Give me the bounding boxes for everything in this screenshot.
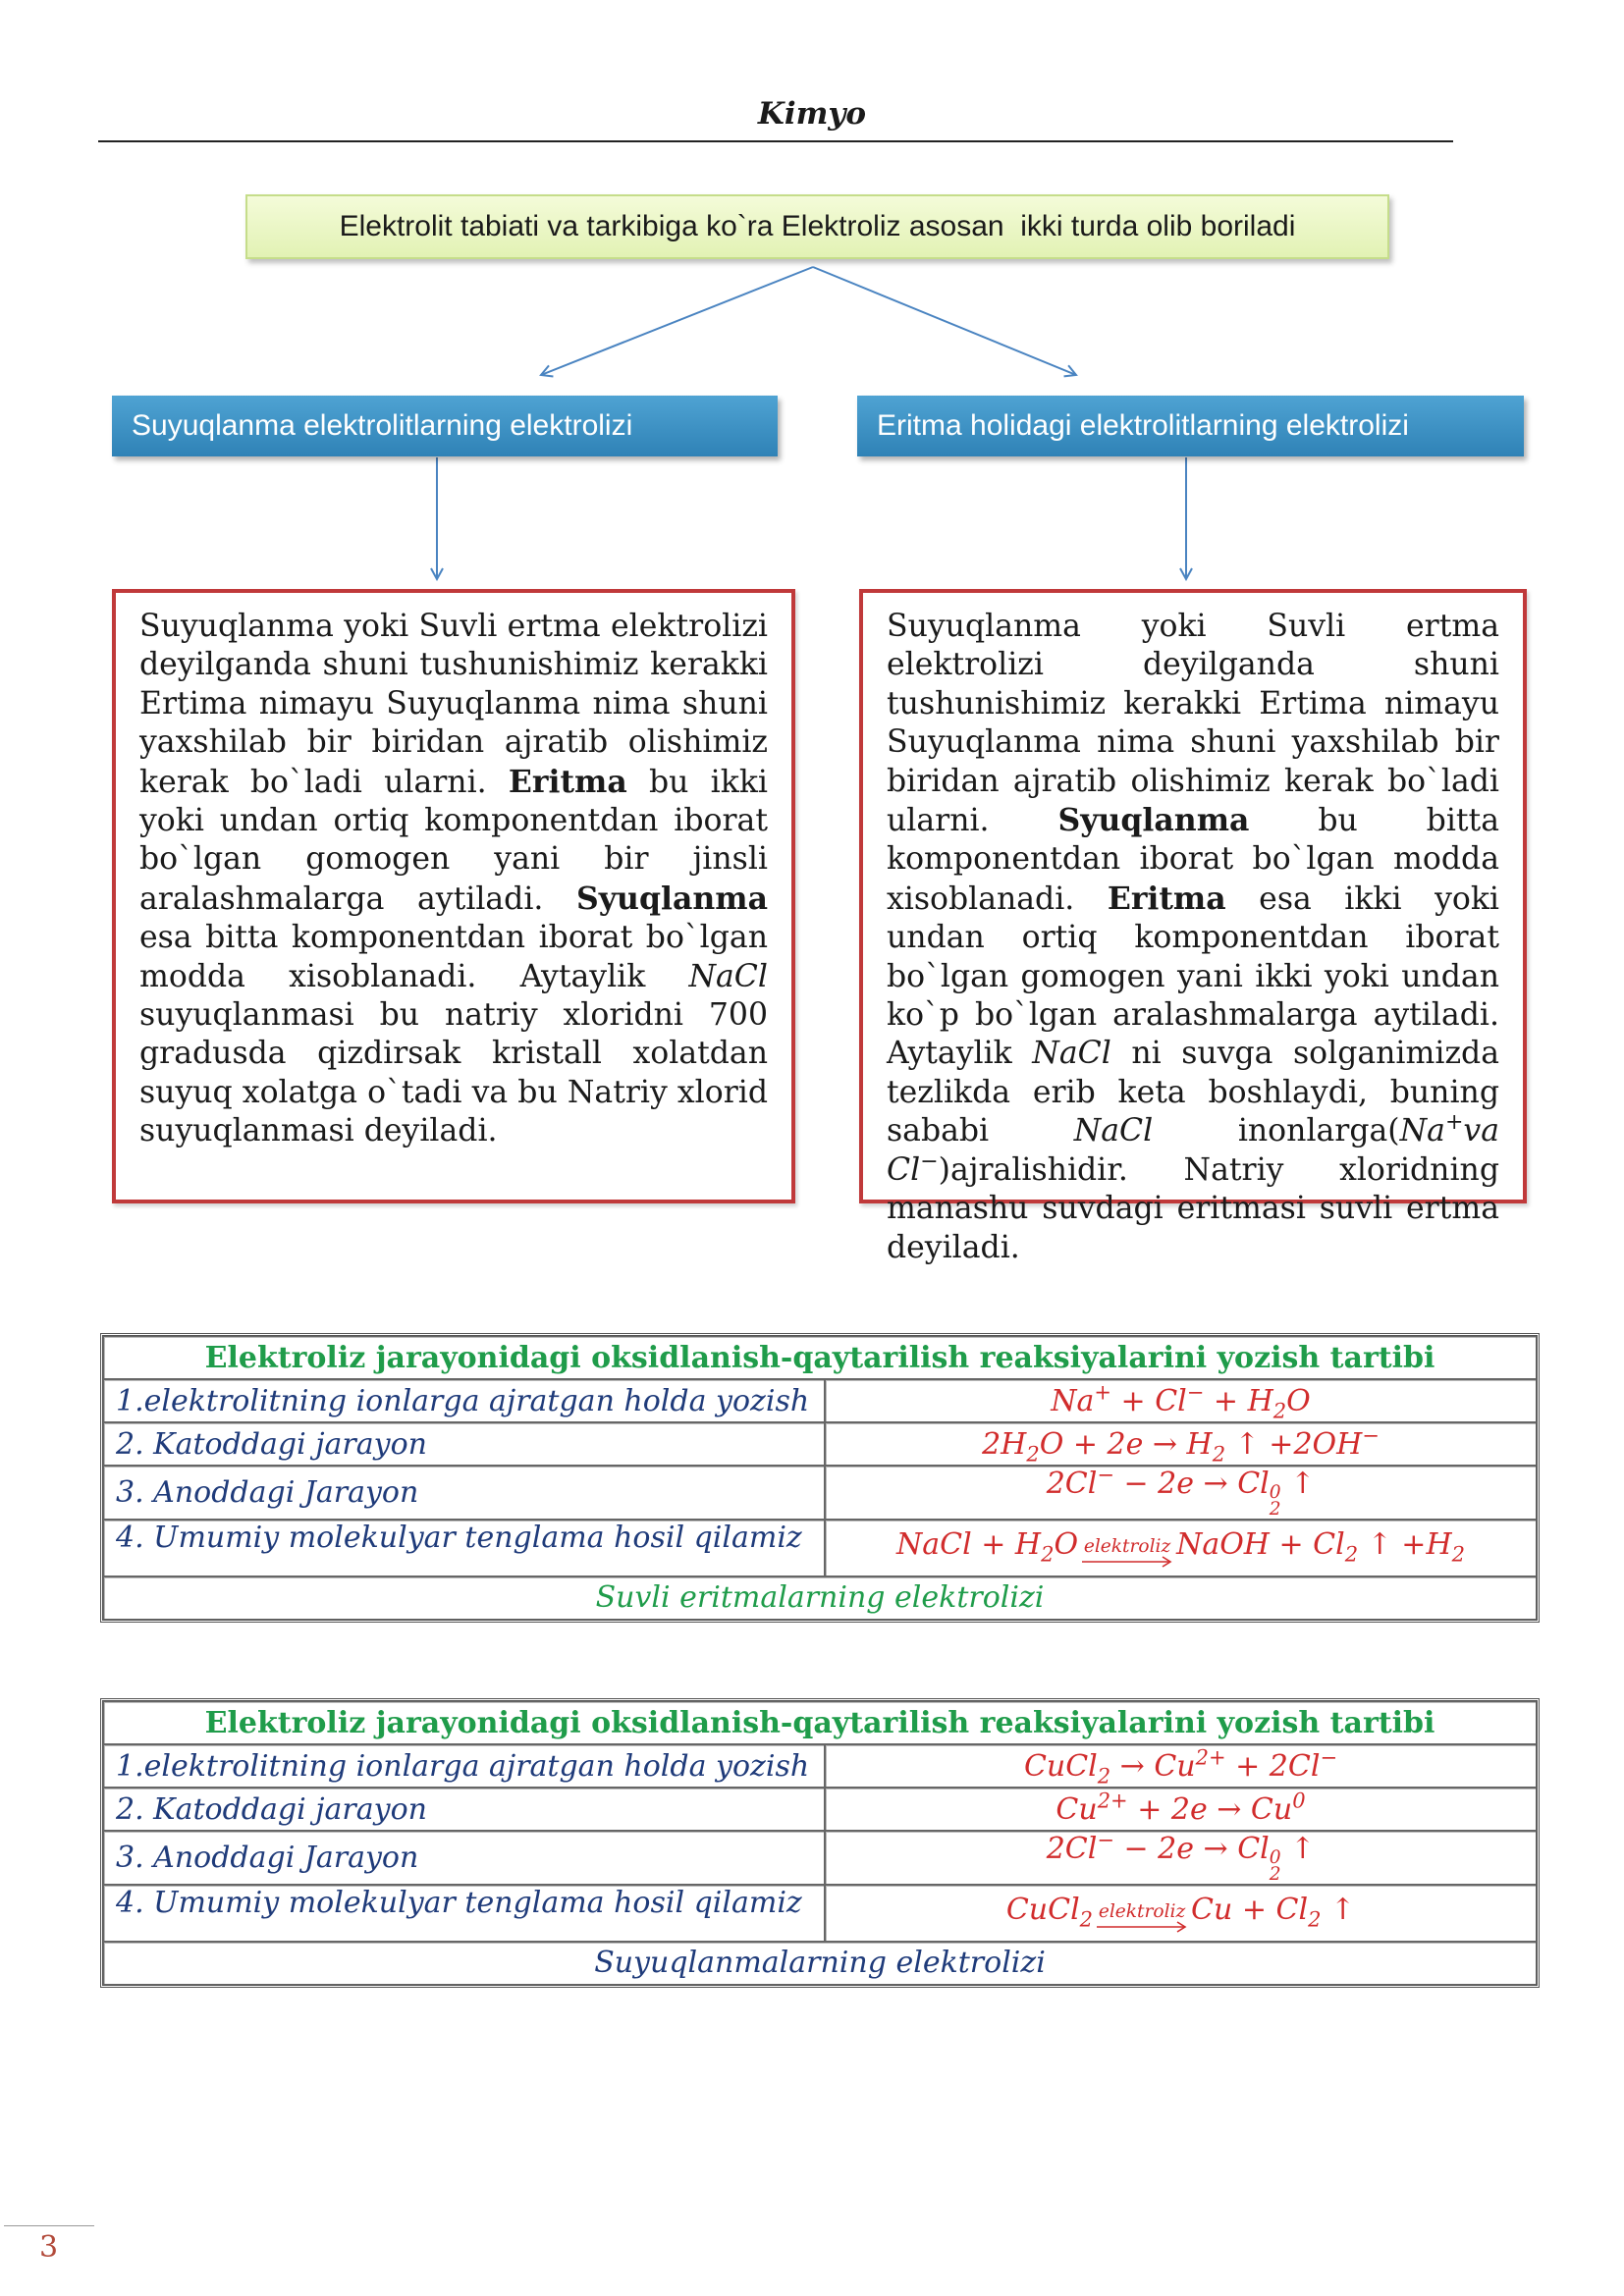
equation-text: NaOH + Cl (1176, 1526, 1345, 1562)
text-run: Suyuqlanma yoki Suvli ertma elektrolizi deyilganda shuni tushunishimiz kerakki Ertima nimayu Suyuqlanma nima shuni yaxshilab bir biridan ajratib olishimiz kerak bo`ladi ularni. (887, 609, 1499, 839)
step-label: 3. Anoddagi Jarayon (103, 1831, 825, 1885)
step-label: 4. Umumiy molekulyar tenglama hosil qilamiz (103, 1885, 825, 1942)
table-footer-row (103, 1576, 1537, 1620)
page-number: 3 (39, 2230, 59, 2265)
table-row (103, 1520, 1537, 1576)
reaction-condition: elektroliz (1098, 1901, 1186, 1923)
left-explanation-box (112, 589, 795, 1203)
reaction-table-solution (100, 1333, 1540, 1623)
equation-text: ↑ (1280, 1832, 1316, 1866)
table-caption: Suyuqlanmalarning elektrolizi (103, 1942, 1537, 1985)
bold-term: Syuqlanma (576, 880, 768, 917)
reaction-table-melt (100, 1698, 1540, 1988)
equation-text: ↑ (1321, 1892, 1356, 1927)
right-branch-label: Eritma holidagi elektrolitlarning elektrolizi (877, 409, 1409, 442)
table-title-row (103, 1701, 1537, 1744)
equation-text: + H (1204, 1383, 1273, 1418)
long-arrow-icon (1097, 1920, 1187, 1934)
math-formula: NaCl (1032, 1036, 1111, 1072)
text-run: esa bitta komponentdan iborat bo`lgan modda xisoblanadi. Aytaylik (139, 920, 768, 994)
footer-rule (4, 2225, 94, 2226)
sub-superscript (1269, 1846, 1281, 1886)
reaction-arrow (1082, 1538, 1172, 1569)
table-row (103, 1885, 1537, 1942)
ion-charge: + (1444, 1110, 1464, 1136)
equation-text: 2H (982, 1426, 1027, 1462)
math-formula: NaCl (1073, 1113, 1154, 1149)
sub-superscript (1269, 1481, 1281, 1521)
equation-text: 2Cl (1046, 1467, 1098, 1501)
reaction-arrow (1097, 1903, 1187, 1934)
superscript: + (1094, 1379, 1111, 1404)
running-header-title: Kimyo (757, 96, 867, 132)
text-run: inonlarga( (1153, 1113, 1400, 1149)
text-run: bu ikki yoki undan ortiq komponentdan iborat bo`lgan gomogen yani bir jinsli aralashmalarga aytiladi. (139, 764, 768, 917)
equation-text: Cu (1056, 1791, 1098, 1827)
diagram-arrows (0, 0, 1624, 628)
arrow-to-right-branch (813, 267, 1076, 375)
right-explanation-text (887, 608, 1499, 1267)
text-run: ni suvga solganimizda tezlikda erib keta boshlaydi, buning sababi (887, 1036, 1499, 1149)
step-label: 1.elektrolitning ionlarga ajratgan holda yozish (103, 1744, 825, 1788)
table-row (103, 1379, 1537, 1422)
right-explanation-box (859, 589, 1527, 1265)
step-label: 1.elektrolitning ionlarga ajratgan holda yozish (103, 1379, 825, 1422)
text-run: esa ikki yoki undan ortiq komponentdan iborat bo`lgan gomogen yani ikki yoki undan ko`p bo`lgan aralashmalarga aytiladi. Aytaylik (887, 881, 1500, 1072)
step-label: 2. Katoddagi jarayon (103, 1788, 825, 1831)
equation-text: O + 2e → H (1039, 1426, 1213, 1462)
table-caption: Suvli eritmalarning elektrolizi (103, 1576, 1537, 1620)
diagram-root-label: Elektrolit tabiati va tarkibiga ko`ra Elektroliz asosan ikki turda olib boriladi (339, 210, 1296, 242)
step-label: 3. Anoddagi Jarayon (103, 1466, 825, 1520)
text-run: suyuqlanmasi bu natriy xloridni 700 gradusda qizdirsak kristall xolatdan suyuq xolatga o`tadi va bu Natriy xlorid suyuqlanmasi deyiladi. (139, 997, 768, 1149)
right-branch-box (857, 396, 1524, 456)
left-branch-box (112, 396, 778, 456)
reaction-condition: elektroliz (1083, 1536, 1171, 1558)
table-row (103, 1422, 1537, 1466)
equation-text: O (1054, 1526, 1079, 1562)
superscript: 2+ (1195, 1744, 1226, 1769)
math-formula: NaCl (688, 958, 768, 994)
equation-text: + 2Cl (1225, 1748, 1321, 1784)
bold-term: Eritma (508, 763, 627, 800)
equation-text: Na (1051, 1383, 1095, 1418)
subscript: 2 (1308, 1907, 1322, 1932)
left-branch-label: Suyuqlanma elektrolitlarning elektrolizi (132, 409, 633, 442)
equation-text: + 2e → Cu (1127, 1791, 1293, 1827)
subscript: 2 (1041, 1542, 1055, 1567)
equation-text: O (1286, 1383, 1311, 1418)
reaction-equation (825, 1463, 1537, 1521)
math-formula: Na (1399, 1113, 1445, 1149)
equation-text: ↑ +2OH (1225, 1426, 1363, 1462)
table-row (103, 1831, 1537, 1885)
subscript: 2 (1451, 1542, 1465, 1567)
bold-term: Syuqlanma (1057, 802, 1250, 839)
equation-text: ↑ +H (1358, 1526, 1452, 1562)
bold-term: Eritma (1107, 880, 1226, 917)
ion-charge: − (920, 1148, 939, 1174)
superscript: 0 (1292, 1788, 1306, 1812)
subscript: 2 (1097, 1763, 1111, 1788)
equation-text: + Cl (1111, 1383, 1187, 1418)
equation-text: Cu + Cl (1191, 1892, 1309, 1927)
subscript: 2 (1344, 1542, 1359, 1567)
equation-text: − 2e → Cl (1113, 1832, 1270, 1866)
reaction-equation (825, 1422, 1537, 1466)
step-label: 2. Katoddagi jarayon (103, 1422, 825, 1466)
subscript: 2 (1079, 1907, 1094, 1932)
superscript: − (1320, 1744, 1338, 1769)
superscript: − (1186, 1379, 1205, 1404)
equation-text: 2Cl (1046, 1832, 1098, 1866)
equation-text: CuCl (1023, 1748, 1098, 1784)
equation-text: NaCl + H (896, 1526, 1042, 1562)
reaction-equation (825, 1744, 1537, 1788)
arrow-to-left-branch (541, 267, 813, 375)
superscript: − (1097, 1828, 1114, 1852)
reaction-equation (825, 1828, 1537, 1886)
superscript: 2+ (1097, 1788, 1128, 1812)
table-title-row (103, 1336, 1537, 1379)
superscript: − (1362, 1422, 1380, 1447)
text-run: Suyuqlanma yoki Suvli ertma elektrolizi deyilganda shuni tushunishimiz kerakki Ertima nimayu Suyuqlanma nima shuni yaxshilab bir biridan ajratib olishimiz kerak bo`ladi ularni. (139, 609, 768, 800)
superscript: 0 (1269, 1846, 1281, 1868)
table-footer-row (103, 1942, 1537, 1985)
text-run: bu bitta komponentdan iborat bo`lgan modda xisoblanadi. (887, 803, 1499, 917)
subscript: 2 (1212, 1441, 1226, 1466)
left-explanation-text (139, 608, 768, 1151)
table-title: Elektroliz jarayonidagi oksidlanish-qaytarilish reaksiyalarini yozish tartibi (103, 1701, 1537, 1744)
subscript: 2 (1272, 1398, 1287, 1422)
equation-text: − 2e → Cl (1113, 1467, 1270, 1501)
math-formula: va Cl (887, 1113, 1499, 1188)
superscript: 0 (1269, 1481, 1281, 1503)
reaction-equation (825, 1885, 1537, 1942)
reaction-equation (825, 1788, 1537, 1831)
subscript: 2 (1269, 1864, 1281, 1886)
equation-text: CuCl (1005, 1892, 1080, 1927)
table-row (103, 1744, 1537, 1788)
equation-text: → Cu (1110, 1748, 1196, 1784)
text-run: )ajralishidir. Natriy xloridning manashu suvdagi eritmasi suvli ertma deyiladi. (887, 1151, 1499, 1265)
superscript: − (1097, 1463, 1114, 1487)
table-title: Elektroliz jarayonidagi oksidlanish-qaytarilish reaksiyalarini yozish tartibi (103, 1336, 1537, 1379)
subscript: 2 (1026, 1441, 1040, 1466)
reaction-equation (825, 1379, 1537, 1422)
step-label: 4. Umumiy molekulyar tenglama hosil qilamiz (103, 1520, 825, 1576)
equation-text: ↑ (1280, 1467, 1316, 1501)
table-row (103, 1466, 1537, 1520)
reaction-equation (825, 1520, 1537, 1576)
table-row (103, 1788, 1537, 1831)
subscript: 2 (1269, 1499, 1281, 1521)
long-arrow-icon (1082, 1555, 1172, 1569)
